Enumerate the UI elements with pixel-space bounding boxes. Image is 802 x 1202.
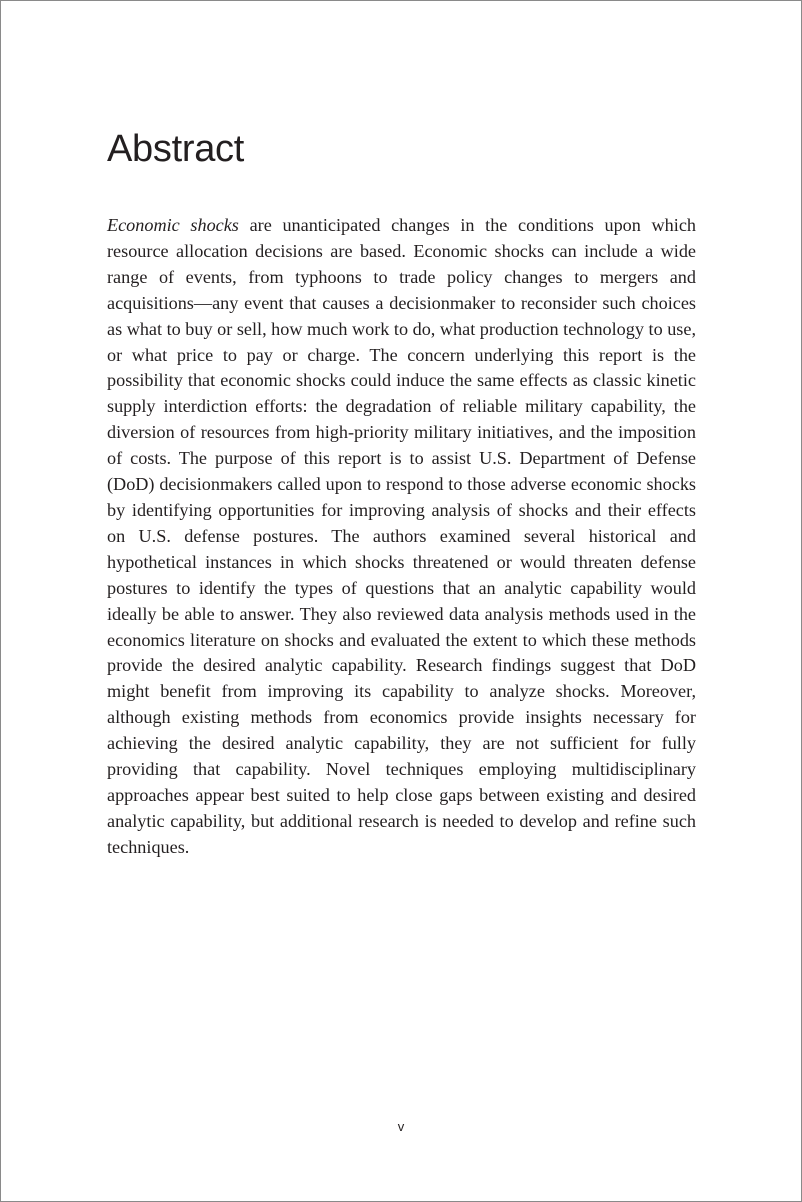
abstract-lead-term: Economic shocks xyxy=(107,215,239,235)
abstract-paragraph xyxy=(107,213,696,861)
page-title: Abstract xyxy=(107,128,244,170)
page-number: v xyxy=(397,1119,405,1134)
abstract-body-text: are unanticipated changes in the conditions upon which resource allocation decisions are based. Economic shocks can include a wide range of events, from typhoons to trade policy changes to mergers and acquisitions—any event that causes a decisionmaker to reconsider such choices as what to buy or sell, how much work to do, what production technology to use, or what price to pay or charge. The concern underlying this report is the possibility that economic shocks could induce the same effects as classic kinetic supply interdiction efforts: the degradation of reliable military capability, the diversion of resources from high-priority military initiatives, and the imposition of costs. The purpose of this report is to assist U.S. Department of Defense (DoD) decisionmakers called upon to respond to those adverse economic shocks by identifying opportunities for improving analysis of shocks and their effects on U.S. defense postures. The authors examined several historical and hypothetical instances in which shocks threatened or would threaten defense postures to identify the types of questions that an analytic capability would ideally be able to answer. They also reviewed data analysis methods used in the economics literature on shocks and evaluated the extent to which these methods provide the desired analytic capability. Research findings suggest that DoD might benefit from improving its capability to analyze shocks. Moreover, although existing methods from economics provide insights necessary for achieving the desired analytic capability, they are not sufficient for fully providing that capability. Novel techniques employing multidisciplinary approaches appear best suited to help close gaps between existing and desired analytic capability, but additional research is needed to develop and refine such techniques. xyxy=(107,215,696,857)
